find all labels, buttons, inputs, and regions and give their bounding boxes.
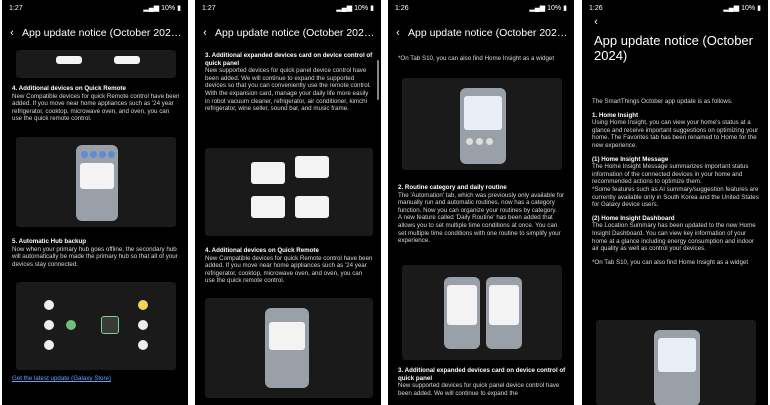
section-text: New supported devices for quick panel device control have been added. We will continue to expand the	[398, 382, 560, 397]
app-bar	[388, 24, 574, 42]
phone-screen-1	[2, 0, 188, 405]
status-time: 1:26	[589, 4, 603, 12]
status-time: 1:27	[202, 4, 216, 12]
scrollbar[interactable]	[377, 60, 379, 100]
section-text: New Compatible devices for quick Remote control have been added. If you move near home appliances such as '24 year refrigerator, cooktop, microwave oven, and oven, you can use the quick remote control.	[12, 92, 180, 123]
phone-screen-3	[388, 0, 574, 405]
status-battery: 10%	[354, 4, 369, 12]
quick-panel-cards-illustration	[205, 148, 373, 236]
hub-backup-illustration	[16, 282, 176, 370]
app-bar	[195, 24, 381, 42]
app-bar	[2, 24, 188, 42]
galaxy-store-link[interactable]: Get the latest update (Galaxy Store)	[12, 375, 112, 382]
status-bar	[388, 0, 574, 14]
back-arrow-icon[interactable]: ‹	[10, 27, 14, 39]
page-title: App update notice (October 2024)	[594, 33, 753, 63]
battery-icon: ▮	[757, 5, 761, 12]
section-text: New Compatible devices for quick Remote control have been added. If you move near home appliances such as '24 year refrigerator, cooktop, microwave oven, and oven, you can use the quick remote control.	[205, 254, 373, 285]
section-text: New supported devices for quick panel device control have been added. We will continue to expand the supported devices so that you can conveniently use the remote control. With the expansion card, manage your daily life more easily in robot vacuum cleaner, refrigerator, air conditioner, kimchi refrigerator, wine seller, sound bar, and music frame.	[205, 67, 371, 113]
section-text: Now when your primary hub goes offline, the secondary hub will automatically be made the primary hub so that all of your devices stay connected.	[12, 245, 178, 268]
status-bar	[2, 0, 188, 14]
quick-remote-illustration	[16, 137, 176, 227]
section-text: The 'Automation' tab, which was previously only available for manually run and automatic routines, now has a category function. Now you can organize your routines by category. A new feature called 'Daily Routine' has been added that allows you to set multiple time conditions at once. You can set multiple time conditions with one routine to simplify your experience.	[398, 191, 565, 245]
phone-screen-2	[195, 0, 381, 405]
section-heading: 3. Additional expanded devices card on device control of quick panel	[205, 52, 373, 67]
page-title: App update notice (October 202…	[22, 27, 182, 39]
section-text: *On Tab S10, you can also find Home Insight as a widget	[592, 258, 749, 266]
illustration-top	[16, 50, 176, 78]
battery-icon: ▮	[177, 5, 181, 12]
section-heading: 1. Home Insight	[592, 111, 639, 119]
section-heading: 5. Automatic Hub backup	[12, 238, 87, 245]
section-text: The Home Insight Message summarizes important status information of the connected devices in your home and recommended actions to optimize them. *Some features such as AI summary/suggestion features are currently available only in South Korea and the United States for Galaxy device users.	[592, 163, 759, 209]
signal-icon: ▂▄▆	[723, 5, 740, 12]
back-arrow-icon[interactable]: ‹	[594, 16, 598, 28]
home-insight-widget-illustration	[402, 78, 562, 170]
home-insight-widget-illustration	[596, 320, 756, 405]
section-heading: (2) Home Insight Dashboard	[592, 214, 675, 222]
signal-icon: ▂▄▆	[529, 5, 546, 12]
status-time: 1:27	[9, 4, 23, 12]
back-arrow-icon[interactable]: ‹	[396, 27, 400, 39]
status-battery: 10%	[161, 4, 176, 12]
phone-screen-4	[582, 0, 768, 405]
section-heading: 4. Additional devices on Quick Remote	[12, 85, 126, 92]
section-heading: 4. Additional devices on Quick Remote	[205, 247, 319, 254]
battery-icon: ▮	[563, 5, 567, 12]
status-battery: 10%	[741, 4, 756, 12]
page-title: App update notice (October 202…	[408, 27, 568, 39]
status-time: 1:26	[395, 4, 409, 12]
tab-s10-note: *On Tab S10, you can also find Home Insight as a widget	[398, 55, 555, 62]
routine-category-illustration	[402, 265, 562, 360]
section-text: The Location Summary has been updated to the new Home Insight Dashboard. You can view key information of your home at a glance including energy consumption and indoor air quality as well as control your devices.	[592, 222, 756, 253]
battery-icon: ▮	[370, 5, 374, 12]
back-arrow-icon[interactable]: ‹	[203, 27, 207, 39]
signal-icon: ▂▄▆	[336, 5, 353, 12]
section-heading: (1) Home Insight Message	[592, 155, 669, 163]
quick-remote-illustration	[205, 298, 373, 398]
section-text: Using Home Insight, you can view your home's status at a glance and receive important suggestions on optimizing your home. The Favorites tab has been renamed to Home for the new experience.	[592, 119, 759, 149]
status-bar	[582, 0, 768, 14]
status-bar	[195, 0, 381, 14]
section-heading: 2. Routine category and daily routine	[398, 184, 507, 191]
signal-icon: ▂▄▆	[143, 5, 160, 12]
section-heading: 3. Additional expanded devices card on device control of quick panel	[398, 367, 566, 382]
intro-text: The SmartThings October app update is as follows.	[592, 98, 733, 105]
status-battery: 10%	[547, 4, 562, 12]
page-title: App update notice (October 202…	[215, 27, 375, 39]
